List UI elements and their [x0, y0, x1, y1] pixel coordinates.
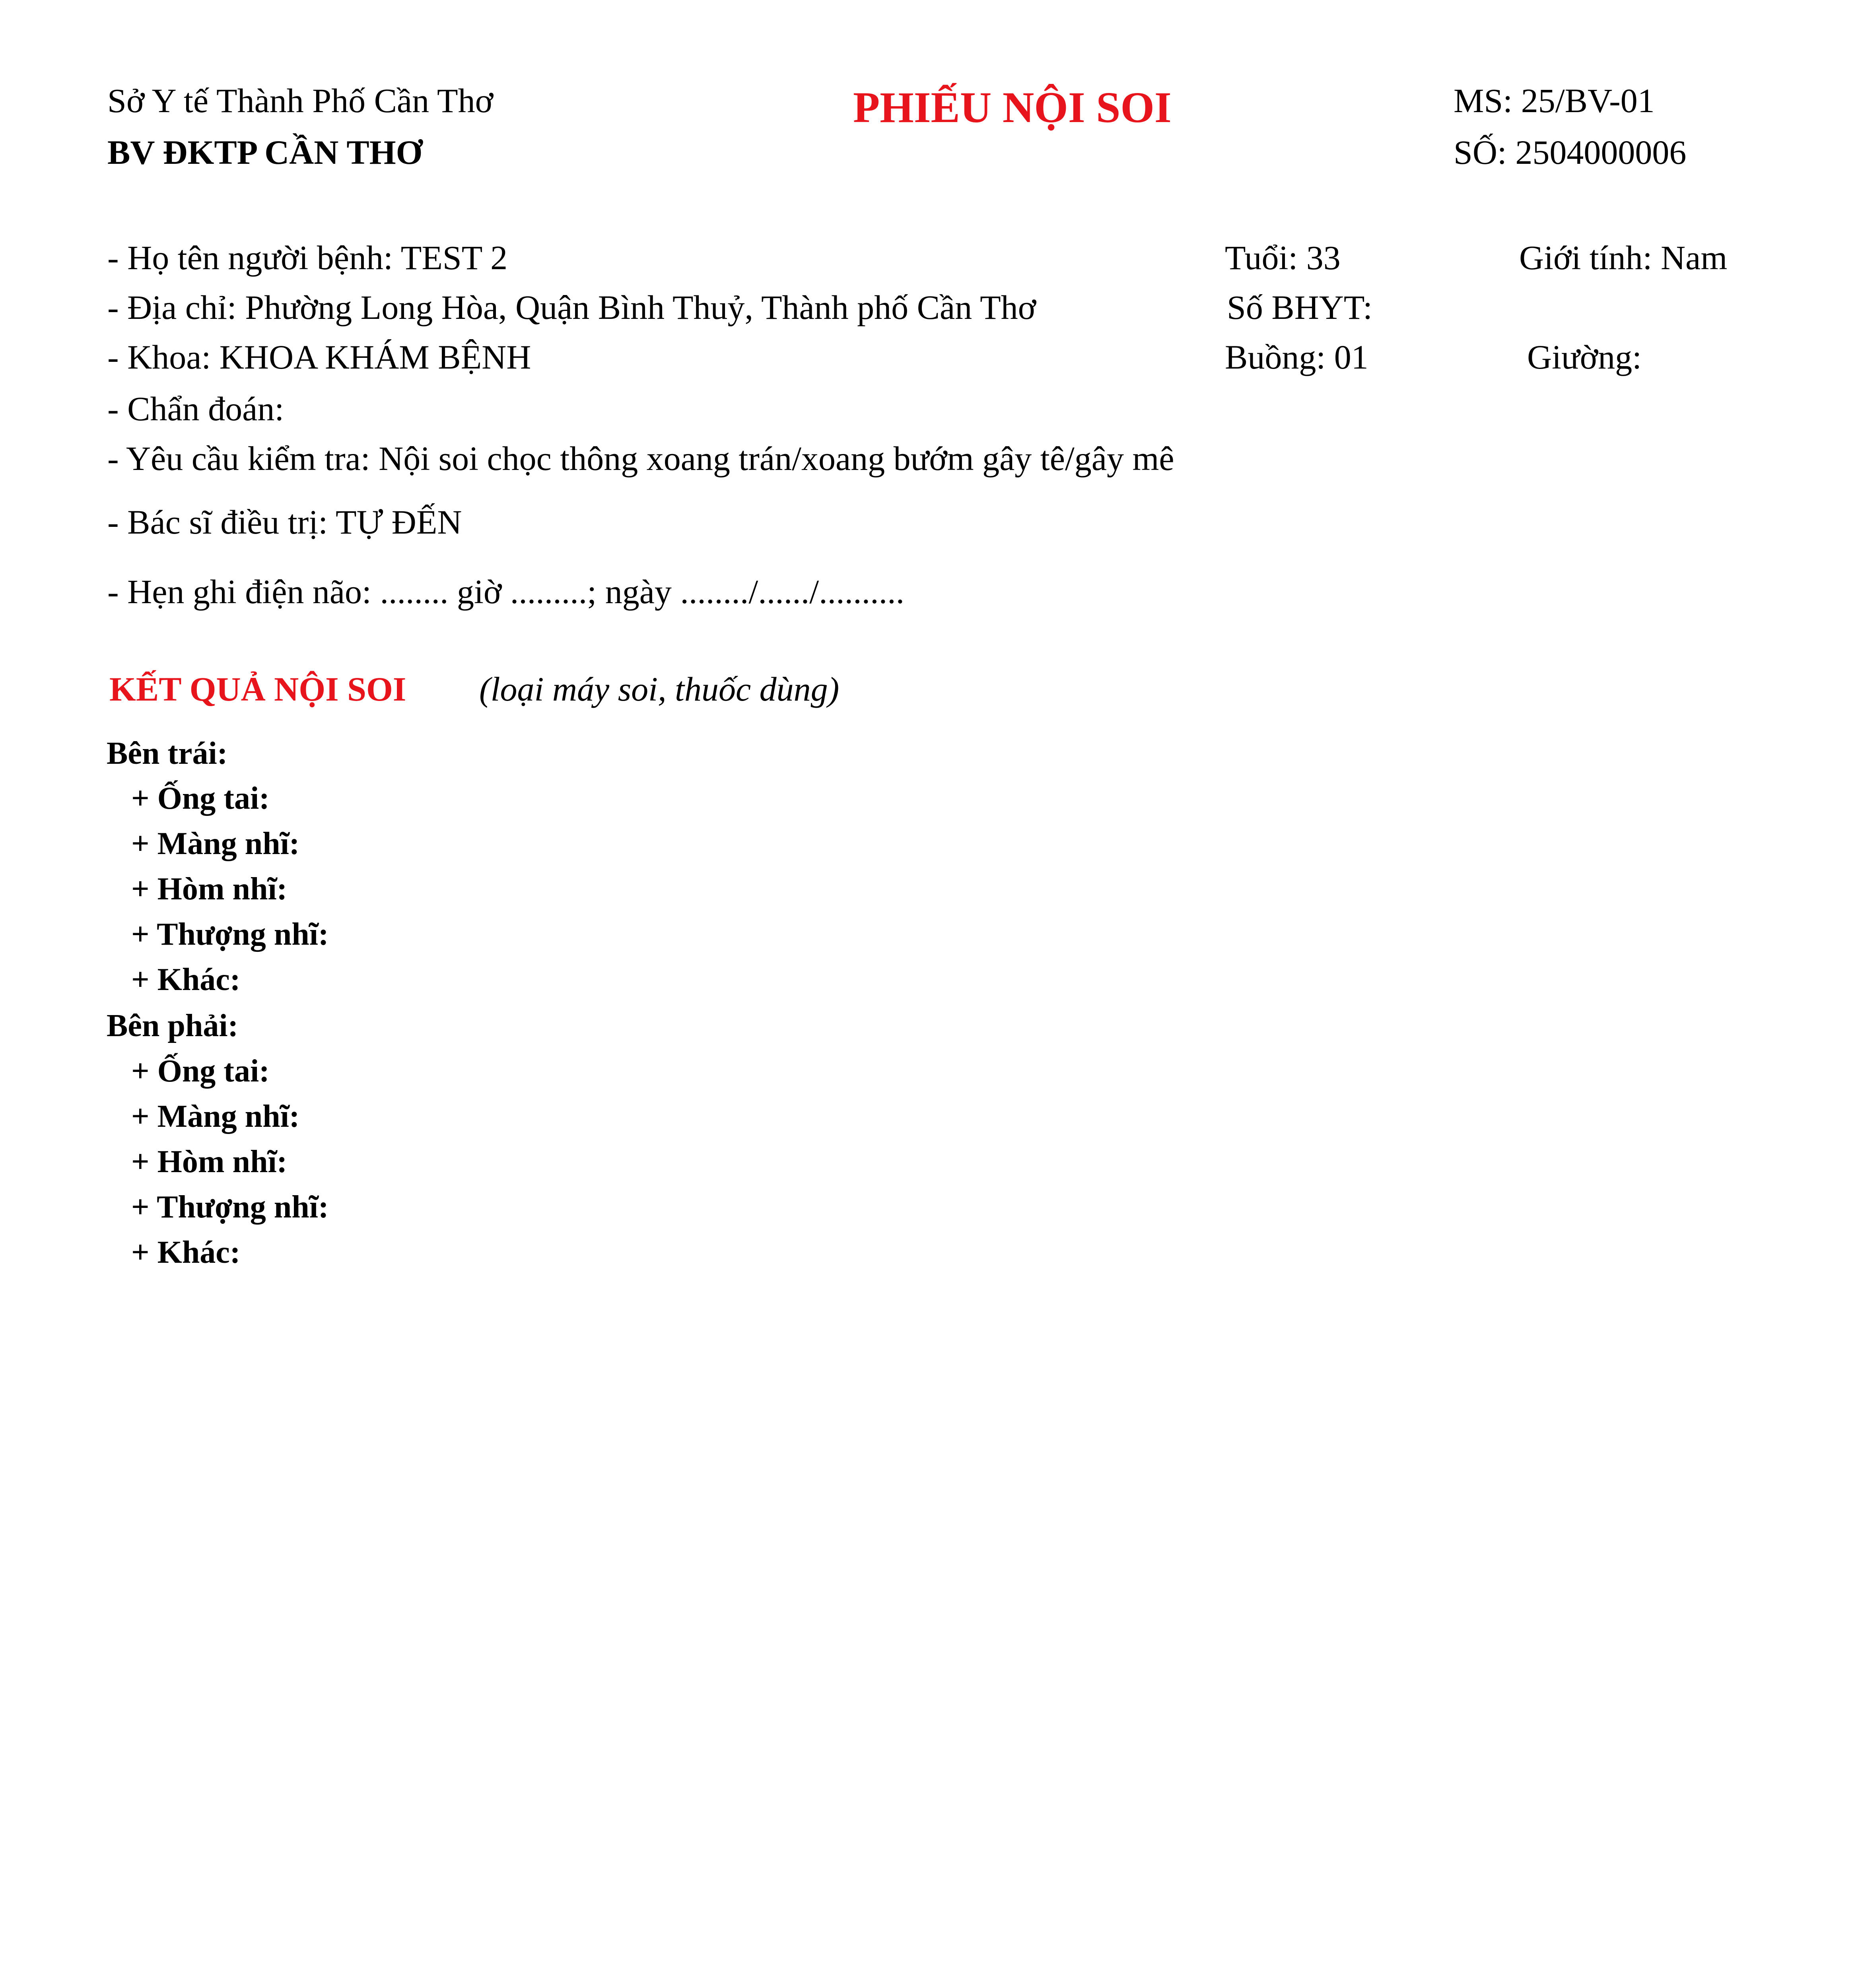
bed: Giường: [1527, 338, 1642, 376]
health-department: Sở Y tế Thành Phố Cần Thơ [107, 82, 494, 120]
left-other: + Khác: [131, 962, 241, 997]
right-ear-canal: + Ống tai: [131, 1054, 270, 1089]
left-attic: + Thượng nhĩ: [131, 917, 329, 952]
left-middle-ear: + Hòm nhĩ: [131, 872, 288, 907]
patient-gender: Giới tính: Nam [1519, 239, 1728, 277]
left-eardrum: + Màng nhĩ: [131, 826, 300, 861]
diagnosis: - Chẩn đoán: [107, 390, 284, 428]
left-ear-canal: + Ống tai: [131, 781, 270, 816]
patient-address: - Địa chỉ: Phường Long Hòa, Quận Bình Thuỷ, Thành phố Cần Thơ [107, 288, 1036, 326]
right-other: + Khác: [131, 1235, 241, 1270]
right-side-title: Bên phải: [107, 1008, 239, 1043]
department: - Khoa: KHOA KHÁM BỆNH [107, 338, 531, 376]
patient-age: Tuổi: 33 [1225, 239, 1341, 277]
right-middle-ear: + Hòm nhĩ: [131, 1144, 288, 1179]
right-attic: + Thượng nhĩ: [131, 1190, 329, 1225]
exam-request: - Yêu cầu kiểm tra: Nội soi chọc thông xoang trán/xoang bướm gây tê/gây mê [107, 439, 1174, 478]
appointment: - Hẹn ghi điện não: ........ giờ .........; ngày ......../....../.......... [107, 573, 905, 611]
result-heading: KẾT QUẢ NỘI SOI [109, 670, 406, 708]
left-side-title: Bên trái: [107, 736, 228, 771]
treating-doctor: - Bác sĩ điều trị: TỰ ĐẾN [107, 503, 462, 541]
patient-name: - Họ tên người bệnh: TEST 2 [107, 239, 508, 277]
form-code: MS: 25/BV-01 [1454, 82, 1655, 120]
insurance-number: Số BHYT: [1227, 288, 1373, 326]
result-note: (loại máy soi, thuốc dùng) [479, 670, 840, 708]
document-number: SỐ: 2504000006 [1454, 133, 1687, 171]
room: Buồng: 01 [1225, 338, 1368, 376]
right-eardrum: + Màng nhĩ: [131, 1099, 300, 1134]
hospital-name: BV ĐKTP CẦN THƠ [107, 133, 423, 171]
document-title: PHIẾU NỘI SOI [853, 83, 1172, 132]
